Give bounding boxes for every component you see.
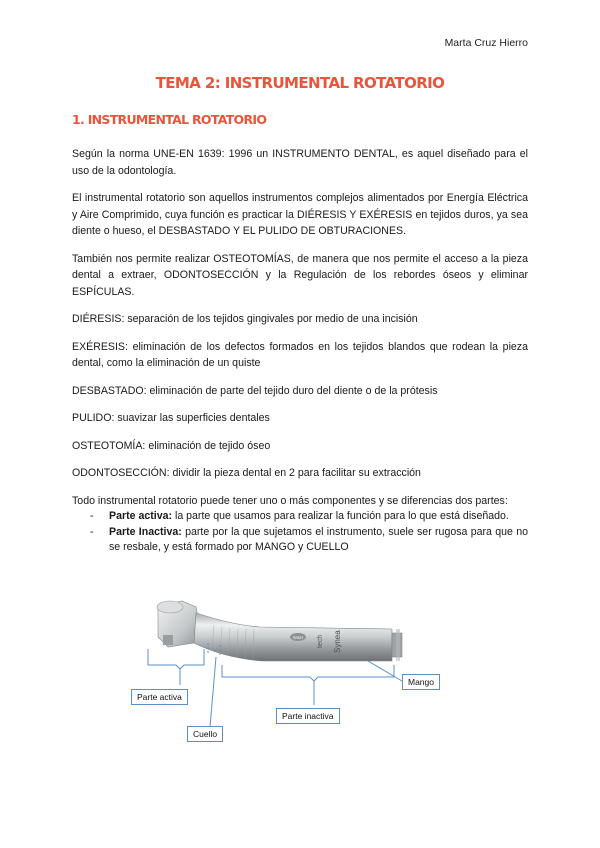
label-cuello: Cuello xyxy=(187,726,223,742)
author-name: Marta Cruz Hierro xyxy=(444,37,528,49)
paragraph-partes: Todo instrumental rotatorio puede tener uno o más componentes y se diferencias dos partes: xyxy=(72,494,508,507)
page-title: TEMA 2: INSTRUMENTAL ROTATORIO xyxy=(155,74,445,92)
paragraph-odontoseccion: ODONTOSECCIÓN: dividir la pieza dental en 2 para facilitar su extracción xyxy=(72,467,421,479)
part-text: la parte que usamos para realizar la función para lo que está diseñado. xyxy=(172,510,509,522)
paragraph-definition: Según la norma UNE-EN 1639: 1996 un INSTRUMENTO DENTAL, es aquel diseñado para el uso de la odontología. xyxy=(72,148,528,177)
handpiece-line: tech xyxy=(317,634,324,648)
part-text: parte por la que sujetamos el instrumento, suele ser rugosa para que no se resbale, y está formado por MANGO y CUELLO xyxy=(109,525,528,553)
handpiece-illustration xyxy=(0,585,600,755)
list-dash: - xyxy=(90,525,94,538)
paragraph-pulido: PULIDO: suavizar las superficies dentales xyxy=(72,412,270,424)
section-heading: 1. INSTRUMENTAL ROTATORIO xyxy=(72,112,267,127)
handpiece-model: Synea xyxy=(333,630,342,653)
label-parte-inactiva: Parte inactiva xyxy=(276,708,340,724)
paragraph-osteotomia: OSTEOTOMÍA: eliminación de tejido óseo xyxy=(72,439,271,452)
paragraph-dieresis: DIÉRESIS: separación de los tejidos gingivales por medio de una incisión xyxy=(72,313,418,325)
paragraph-exeresis: EXÉRESIS: eliminación de los defectos formados en los tejidos blandos que rodean la pieza dental, como la eliminación de un quiste xyxy=(72,340,528,369)
paragraph-desbastado: DESBASTADO: eliminación de parte del tejido duro del diente o de la prótesis xyxy=(72,384,438,397)
paragraph-osteotomias: También nos permite realizar OSTEOTOMÍAS, de manera que nos permite el acceso a la pieza dental a extraer, ODONTOSECCIÓN y la Regulación de los rebordes óseos y eliminar ESPÍCULAS. xyxy=(72,252,528,298)
list-dash: - xyxy=(90,510,94,522)
handpiece-figure xyxy=(0,585,600,755)
part-term: Parte activa: xyxy=(109,510,173,522)
part-term: Parte Inactiva: xyxy=(109,525,182,538)
list-item xyxy=(72,525,528,556)
document-body xyxy=(72,146,528,556)
label-mango: Mango xyxy=(402,674,440,690)
parts-list xyxy=(72,509,528,556)
handpiece-body xyxy=(194,613,402,661)
label-parte-activa: Parte activa xyxy=(131,689,188,705)
paragraph-rotatorio: El instrumental rotatorio son aquellos instrumentos complejos alimentados por Energía Eléctrica y Aire Comprimido, cuya función es practicar la DIÉRESIS Y EXÉRESIS en tejidos duros, ya sea diente o hueso, el DESBASTADO Y EL PULIDO DE OBTURACIONES. xyxy=(72,192,528,237)
handpiece-brand: W&H xyxy=(292,635,304,640)
list-item xyxy=(72,509,528,525)
